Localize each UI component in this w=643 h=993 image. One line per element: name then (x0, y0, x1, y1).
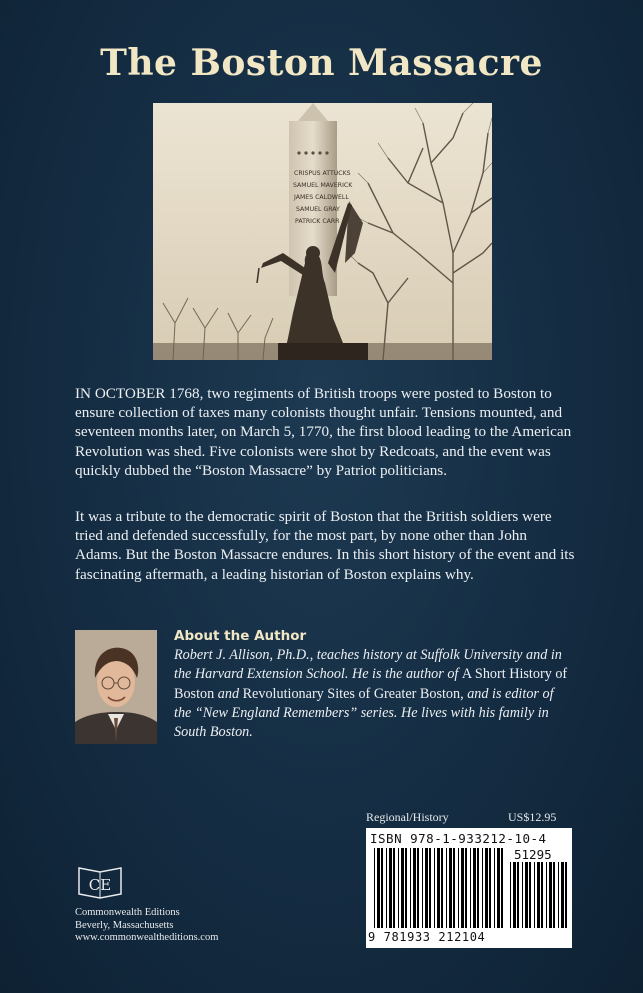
barcode-digits: 9 781933 212104 (368, 930, 486, 944)
about-text-2: and (214, 685, 243, 702)
publisher-name: Commonwealth Editions (75, 907, 180, 918)
isbn-number: ISBN 978-1-933212-10-4 (370, 831, 547, 846)
about-author-heading: About the Author (174, 628, 307, 644)
publisher-url[interactable]: www.commonwealtheditions.com (75, 932, 219, 943)
about-text-1: Robert J. Allison, Ph.D., teaches history at Suffolk University and in the Harvard Extension School. He is the author of (174, 647, 562, 683)
description-paragraph-1: IN OCTOBER 1768, two regiments of British troops were posted to Boston to ensure collection of taxes many colonists thought unfair. Tensions mounted, and seventeen months later, on March 5, 1770, the first blood leading to the American Revolution was shed. Five colonists were shot by Redcoats, and the event was quickly dubbed the “Boston Massacre” by Patriot politicians. (75, 385, 572, 479)
publisher-info (75, 907, 218, 945)
price-label: US$12.95 (508, 810, 557, 824)
monument-illustration (153, 103, 492, 360)
monument-name-2: SAMUEL MAVERICK (293, 182, 353, 189)
monument-name-1: CRISPUS ATTUCKS (294, 170, 351, 177)
monument-photo (153, 103, 492, 360)
isbn-barcode (366, 828, 572, 948)
book-title: The Boston Massacre (100, 42, 543, 84)
publisher-location: Beverly, Massachusetts (75, 919, 174, 931)
category-label: Regional/History (366, 810, 449, 824)
description-paragraph-2: It was a tribute to the democratic spirit of Boston that the British soldiers were tried and defended successfully, for the most part, by none other than John Adams. But the Boston Massacre endures. In this short history of the event and its fascinating aftermath, a leading historian of Boston explains why. (75, 508, 575, 583)
monument-name-4: SAMUEL GRAY (296, 206, 340, 213)
logo-text: CE (88, 876, 112, 894)
publisher-logo (77, 864, 123, 900)
monument-name-3: JAMES CALDWELL (294, 194, 349, 201)
author-photo (75, 630, 157, 744)
about-text-3: , and is editor of the “New England Remembers” series. He lives with his family in South Boston. (174, 685, 554, 741)
book-title-1: A Short History of Boston (174, 666, 568, 702)
book-title-2: Revolutionary Sites of Greater Boston (242, 685, 461, 702)
about-author-text (174, 646, 574, 742)
price-code: 51295 (514, 847, 552, 862)
monument-name-5: PATRICK CARR (295, 218, 340, 225)
